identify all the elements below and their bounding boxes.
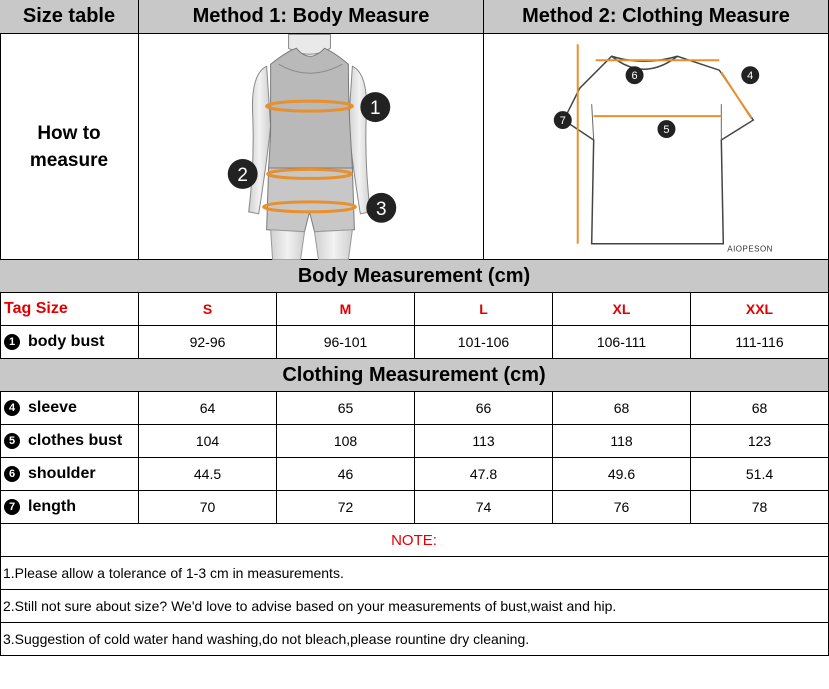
header-method-2: Method 2: Clothing Measure: [484, 0, 829, 34]
clothes-bust-xxl: 123: [691, 425, 829, 458]
length-xxl: 78: [691, 491, 829, 524]
length-l: 74: [415, 491, 553, 524]
shirt-brand-label: AIOPESON: [727, 244, 773, 254]
shirt-measure-figure: [484, 34, 828, 260]
number-4-icon: 4: [4, 400, 20, 416]
body-measure-figure: [139, 34, 483, 260]
how-to-line-2: measure: [29, 149, 109, 171]
note-item-1: 1.Please allow a tolerance of 1-3 cm in measurements.: [0, 557, 829, 590]
marker-2-label: 2: [237, 164, 248, 186]
shoulder-label: shoulder: [28, 465, 96, 482]
marker-7-label: 7: [559, 114, 566, 127]
sleeve-l: 66: [415, 392, 553, 425]
row-label-sleeve: [0, 392, 139, 425]
length-s: 70: [139, 491, 277, 524]
marker-3-label: 3: [376, 198, 387, 220]
tag-size-label: Tag Size: [0, 293, 139, 326]
sleeve-xxl: 68: [691, 392, 829, 425]
row-label-clothes-bust: [0, 425, 139, 458]
length-xl: 76: [553, 491, 691, 524]
shirt-outline: [564, 56, 753, 243]
number-7-icon: 7: [4, 499, 20, 515]
body-bust-xxl: 111-116: [691, 326, 829, 359]
clothes-bust-m: 108: [277, 425, 415, 458]
body-bust-xl: 106-111: [553, 326, 691, 359]
row-label-length: [0, 491, 139, 524]
shoulder-l: 47.8: [415, 458, 553, 491]
size-s: S: [139, 293, 277, 326]
sleeve-label: sleeve: [28, 399, 77, 416]
body-left-leg: [271, 229, 305, 259]
sleeve-xl: 68: [553, 392, 691, 425]
clothing-measurement-title: Clothing Measurement (cm): [0, 359, 829, 392]
header-size-table: Size table: [0, 0, 139, 34]
clothes-bust-xl: 118: [553, 425, 691, 458]
marker-1-label: 1: [370, 97, 381, 119]
number-6-icon: 6: [4, 466, 20, 482]
sleeve-m: 65: [277, 392, 415, 425]
header-method-1: Method 1: Body Measure: [139, 0, 484, 34]
shoulder-xxl: 51.4: [691, 458, 829, 491]
shoulder-xl: 49.6: [553, 458, 691, 491]
body-bust-m: 96-101: [277, 326, 415, 359]
note-item-2: 2.Still not sure about size? We'd love to advise based on your measurements of bust,waist and hip.: [0, 590, 829, 623]
length-m: 72: [277, 491, 415, 524]
size-l: L: [415, 293, 553, 326]
clothes-bust-s: 104: [139, 425, 277, 458]
shoulder-m: 46: [277, 458, 415, 491]
body-bust-label: body bust: [28, 333, 105, 350]
shirt-figure-cell: [484, 34, 829, 260]
row-label-body-bust: [0, 326, 139, 359]
body-figure-cell: [139, 34, 484, 260]
body-bust-s: 92-96: [139, 326, 277, 359]
how-to-line-1: How to: [37, 122, 101, 144]
marker-5-label: 5: [663, 123, 670, 136]
sleeve-s: 64: [139, 392, 277, 425]
how-to-measure-label: [0, 34, 139, 260]
body-left-arm: [249, 66, 271, 214]
marker-6-label: 6: [631, 69, 638, 82]
body-right-leg: [314, 229, 352, 259]
size-xl: XL: [553, 293, 691, 326]
size-m: M: [277, 293, 415, 326]
marker-4-label: 4: [747, 69, 754, 82]
body-measurement-title: Body Measurement (cm): [0, 260, 829, 293]
clothes-bust-label: clothes bust: [28, 432, 123, 449]
clothes-bust-l: 113: [415, 425, 553, 458]
shoulder-s: 44.5: [139, 458, 277, 491]
note-item-3: 3.Suggestion of cold water hand washing,do not bleach,please rountine dry cleaning.: [0, 623, 829, 656]
body-bust-l: 101-106: [415, 326, 553, 359]
size-xxl: XXL: [691, 293, 829, 326]
row-label-shoulder: [0, 458, 139, 491]
number-1-icon: 1: [4, 334, 20, 350]
number-5-icon: 5: [4, 433, 20, 449]
length-label: length: [28, 498, 76, 515]
note-title: NOTE:: [0, 524, 829, 557]
